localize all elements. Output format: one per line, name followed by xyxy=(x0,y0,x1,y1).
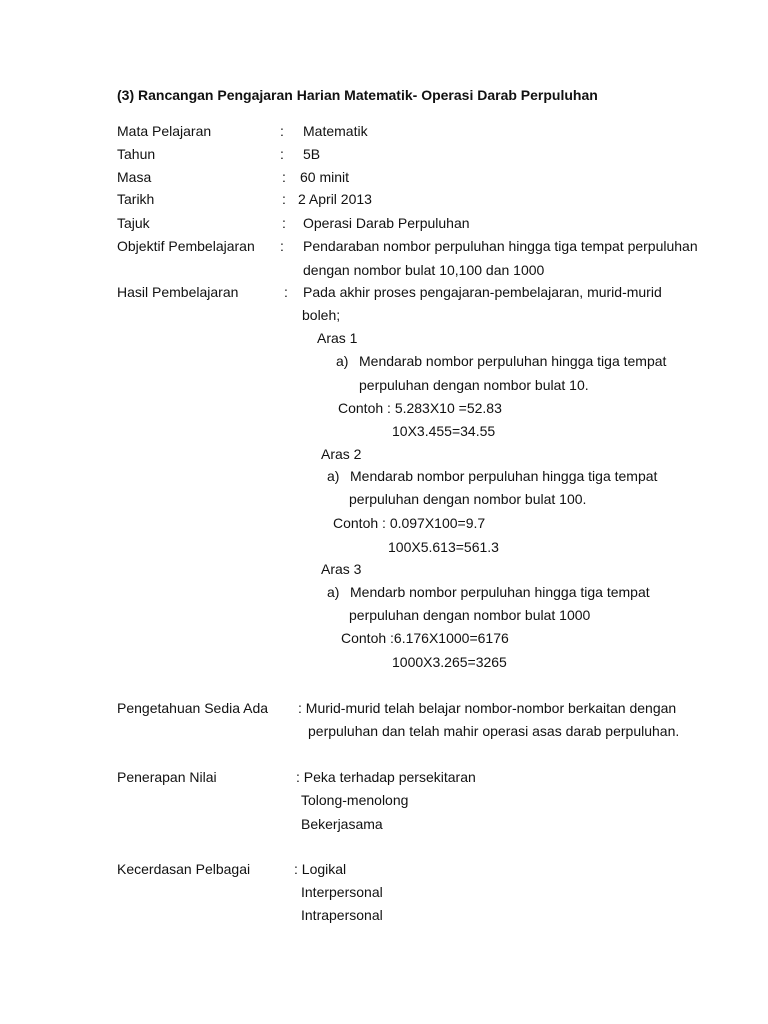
nilai-item: : Peka terhadap persekitaran xyxy=(296,769,476,785)
hasil-line-1: Pada akhir proses pengajaran-pembelajaran, murid-murid xyxy=(303,284,662,300)
separator: : xyxy=(282,169,286,185)
objektif-line-2: dengan nombor bulat 10,100 dan 1000 xyxy=(303,262,545,278)
label-tahun: Tahun xyxy=(117,146,156,162)
aras-line: perpuluhan dengan nombor bulat 100. xyxy=(349,491,587,507)
nilai-item: Tolong-menolong xyxy=(301,792,409,808)
separator: : xyxy=(282,215,286,231)
pengetahuan-line-2: perpuluhan dan telah mahir operasi asas darab perpuluhan. xyxy=(308,723,680,739)
separator: : xyxy=(280,146,284,162)
list-marker: a) xyxy=(327,584,340,600)
kecerdasan-item: : Logikal xyxy=(294,861,347,877)
aras-heading: Aras 1 xyxy=(317,330,358,346)
aras-heading: Aras 3 xyxy=(321,561,362,577)
label-objektif: Objektif Pembelajaran xyxy=(117,238,255,254)
value-tajuk: Operasi Darab Perpuluhan xyxy=(303,215,470,231)
aras-example: Contoh : 0.097X100=9.7 xyxy=(333,515,486,531)
objektif-line-1: Pendaraban nombor perpuluhan hingga tiga tempat perpuluhan xyxy=(303,238,698,254)
separator: : xyxy=(284,284,288,300)
aras-line: Mendarab nombor perpuluhan hingga tiga tempat xyxy=(359,353,667,369)
document-title: (3) Rancangan Pengajaran Harian Matematik- Operasi Darab Perpuluhan xyxy=(117,87,598,103)
pengetahuan-line-1: : Murid-murid telah belajar nombor-nombor berkaitan dengan xyxy=(298,700,677,716)
label-kecerdasan: Kecerdasan Pelbagai xyxy=(117,861,251,877)
aras-example: 10X3.455=34.55 xyxy=(392,423,496,439)
hasil-line-2: boleh; xyxy=(302,307,341,323)
kecerdasan-item: Interpersonal xyxy=(301,884,383,900)
aras-example: Contoh :6.176X1000=6176 xyxy=(341,630,509,646)
nilai-item: Bekerjasama xyxy=(301,816,383,832)
label-nilai: Penerapan Nilai xyxy=(117,769,217,785)
label-mata-pelajaran: Mata Pelajaran xyxy=(117,123,212,139)
label-tarikh: Tarikh xyxy=(117,191,155,207)
label-tajuk: Tajuk xyxy=(117,215,150,231)
separator: : xyxy=(280,123,284,139)
separator: : xyxy=(280,238,284,254)
label-hasil: Hasil Pembelajaran xyxy=(117,284,239,300)
aras-heading: Aras 2 xyxy=(321,446,362,462)
label-masa: Masa xyxy=(117,169,152,185)
list-marker: a) xyxy=(336,353,349,369)
aras-example: 100X5.613=561.3 xyxy=(388,539,499,555)
list-marker: a) xyxy=(327,468,340,484)
value-tahun: 5B xyxy=(303,146,321,162)
aras-line: perpuluhan dengan nombor bulat 10. xyxy=(359,377,589,393)
kecerdasan-item: Intrapersonal xyxy=(301,907,383,923)
aras-line: Mendarb nombor perpuluhan hingga tiga tempat xyxy=(350,584,650,600)
aras-example: Contoh : 5.283X10 =52.83 xyxy=(338,400,502,416)
value-mata-pelajaran: Matematik xyxy=(303,123,368,139)
separator: : xyxy=(282,191,286,207)
aras-line: perpuluhan dengan nombor bulat 1000 xyxy=(349,607,591,623)
aras-example: 1000X3.265=3265 xyxy=(392,654,507,670)
aras-line: Mendarab nombor perpuluhan hingga tiga tempat xyxy=(350,468,658,484)
value-tarikh: 2 April 2013 xyxy=(298,191,372,207)
value-masa: 60 minit xyxy=(300,169,350,185)
label-pengetahuan: Pengetahuan Sedia Ada xyxy=(117,700,269,716)
